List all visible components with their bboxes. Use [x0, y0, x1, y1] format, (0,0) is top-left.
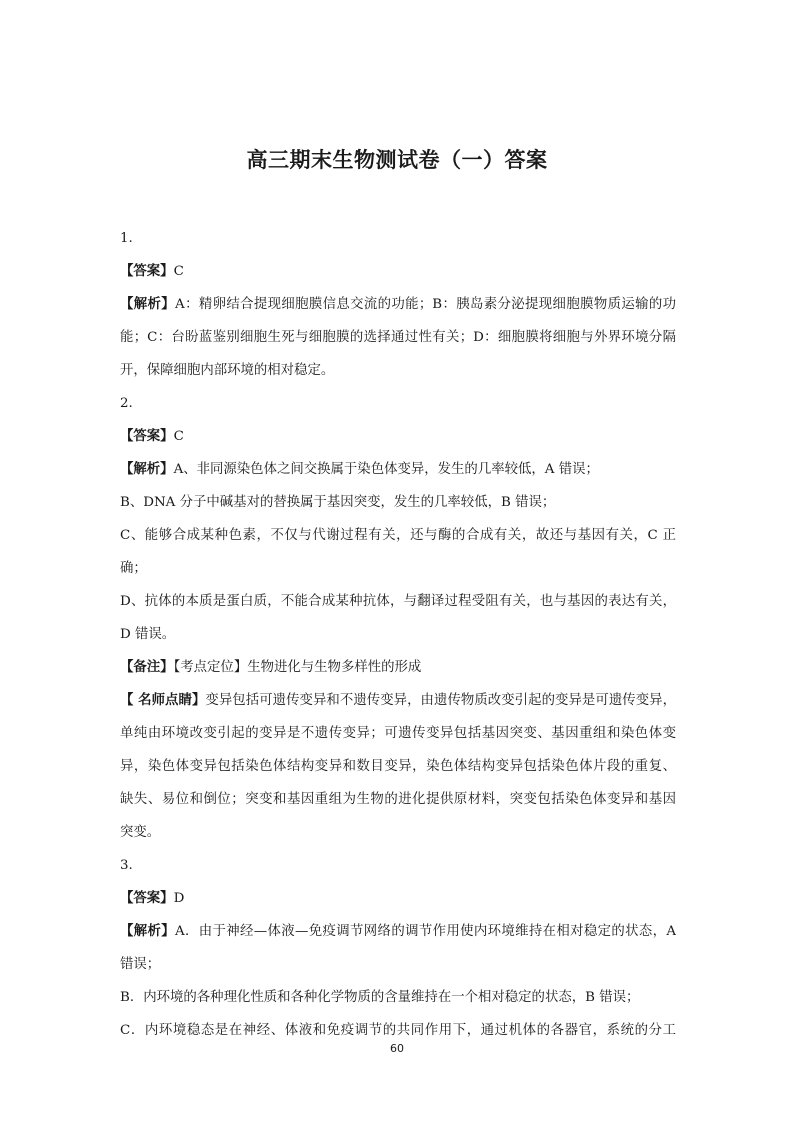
analysis-label: 【解析】 [120, 924, 176, 939]
teacher-tip-line: 【 名师点睛】变异包括可遗传变异和不遗传变异，由遗传物质改变引起的变异是可遗传变异， [120, 693, 676, 708]
answer-line-1 [120, 255, 676, 288]
analysis-label: 【解析】 [120, 462, 174, 477]
analysis-line: 错误； [120, 957, 161, 972]
teacher-tip-line: 异，染色体变异包括染色体结构变异和数目变异，染色体结构变异包括染色体片段的重复、 [120, 759, 676, 774]
analysis-label: 【解析】 [120, 297, 176, 312]
answer-label: 【答案】 [120, 264, 174, 279]
analysis-line: B．内环境的各种理化性质和各种化学物质的含量维持在一个相对稳定的状态，B 错误； [120, 990, 640, 1005]
analysis-line: 开，保障细胞内部环境的相对稳定。 [120, 363, 335, 378]
teacher-tip-line: 缺失、易位和倒位；突变和基因重组为生物的进化提供原材料，突变包括染色体变异和基因 [120, 792, 676, 807]
answer-value-2: C [173, 429, 184, 444]
analysis-line: 【解析】A：精卵结合提现细胞膜信息交流的功能；B：胰岛素分泌提现细胞膜物质运输的功 [120, 297, 676, 312]
question-number-2: 2. [120, 396, 133, 411]
analysis-line: D 错误。 [120, 627, 176, 642]
page-title: 高三期末生物测试卷（一）答案 [246, 148, 548, 172]
answer-line-2 [120, 420, 676, 453]
question-number-1: 1. [120, 231, 133, 246]
analysis-line: 能；C：台盼蓝鉴别细胞生死与细胞膜的选择通过性有关；D：细胞膜将细胞与外界环境分隔 [120, 330, 676, 345]
answer-value-1: C [173, 264, 184, 279]
answer-content [120, 222, 676, 1047]
answer-label: 【答案】 [120, 891, 174, 906]
answer-line-3 [120, 882, 676, 915]
note-line: 【备注】【考点定位】生物进化与生物多样性的形成 [120, 660, 422, 675]
analysis-line: 确； [120, 561, 147, 576]
analysis-line: C．内环境稳态是在神经、体液和免疫调节的共同作用下，通过机体的各器官，系统的分工 [120, 1023, 676, 1038]
note-label: 【备注】 [120, 660, 174, 675]
teacher-tip-label: 【 名师点睛】 [120, 693, 206, 708]
page-number: 60 [390, 1042, 404, 1055]
analysis-line: C、能够合成某种色素，不仅与代谢过程有关，还与酶的合成有关，故还与基因有关，C 正 [120, 528, 676, 543]
answer-value-3: D [173, 891, 185, 906]
teacher-tip-line: 突变。 [120, 825, 161, 840]
teacher-tip-line: 单纯由环境改变引起的变异是不遗传变异；可遗传变异包括基因突变、基因重组和染色体变 [120, 726, 676, 741]
analysis-line: 【解析】A、非同源染色体之间交换属于染色体变异，发生的几率较低，A 错误； [120, 462, 599, 477]
analysis-line: 【解析】A．由于神经—体液—免疫调节网络的调节作用使内环境维持在相对稳定的状态，A [120, 924, 676, 939]
answer-label: 【答案】 [120, 429, 174, 444]
analysis-line: B、DNA 分子中碱基对的替换属于基因突变，发生的几率较低，B 错误； [120, 495, 556, 510]
question-number-3: 3. [120, 858, 133, 873]
analysis-line: D、抗体的本质是蛋白质，不能合成某种抗体，与翻译过程受阻有关，也与基因的表达有关， [120, 594, 676, 609]
